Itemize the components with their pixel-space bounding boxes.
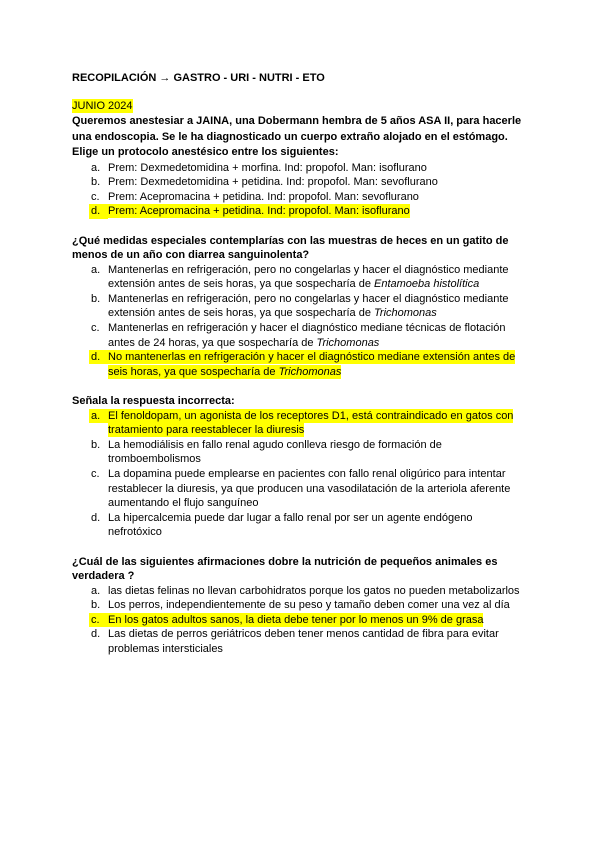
option-letter: b. [91, 599, 101, 612]
question-2-options [0, 263, 515, 380]
option-text: aumentando el flujo sanguíneo [108, 497, 259, 510]
stem-line: una endoscopia. Se le ha diagnosticado un cuerpo extraño alojado en el estómago. [72, 130, 508, 143]
option-text: seis horas, ya que sospecharía de [108, 365, 279, 378]
document-title: RECOPILACIÓN → GASTRO - URI - NUTRI - ETO [72, 72, 325, 84]
option-letter: d. [89, 204, 108, 218]
stem-line: ¿Qué medidas especiales contemplarías con las muestras de heces en un gatito de [72, 234, 509, 247]
question-2-stem [72, 234, 509, 264]
option-text: nefrotóxico [108, 526, 162, 539]
organism-name: Trichomonas [374, 307, 437, 320]
question-1-options [0, 161, 438, 219]
question-1-option-b [0, 175, 438, 190]
option-letter: b. [91, 438, 101, 451]
option-letter: a. [91, 263, 101, 276]
option-text: Prem: Dexmedetomidina + morfina. Ind: propofol. Man: isoflurano [108, 161, 427, 174]
option-letter: a. [91, 584, 101, 597]
option-text: Prem: Acepromacina + petidina. Ind: propofol. Man: isoflurano [108, 205, 410, 218]
option-text: Las dietas de perros geriátricos deben tener menos cantidad de fibra para evitar [108, 628, 499, 641]
option-text: Prem: Acepromacina + petidina. Ind: propofol. Man: sevoflurano [108, 190, 419, 203]
question-4-option-b [0, 598, 520, 613]
question-1-option-d [0, 204, 438, 219]
option-text: las dietas felinas no llevan carbohidratos porque los gatos no pueden metabolizarlos [108, 584, 520, 597]
option-text: La hipercalcemia puede dar lugar a fallo renal por ser un agente endógeno [108, 511, 473, 524]
date-tag-text: JUNIO 2024 [72, 100, 133, 112]
stem-line: Señala la respuesta incorrecta: [72, 394, 235, 407]
question-4-option-d [0, 627, 520, 656]
question-3-option-d [0, 511, 513, 540]
stem-line: menos de un año con diarrea sanguinolenta? [72, 249, 310, 262]
option-letter: b. [91, 176, 101, 189]
option-text: No mantenerlas en refrigeración y hacer el diagnóstico mediane extensión antes de [108, 351, 516, 364]
option-letter: c. [91, 321, 100, 334]
question-4-option-c [0, 613, 520, 628]
option-text: restablecer la diuresis, ya que producen una vasodilatación de la arteriola aferente [108, 482, 511, 495]
question-1-option-a [0, 161, 438, 176]
question-3-option-b [0, 438, 513, 467]
option-text: Prem: Dexmedetomidina + petidina. Ind: propofol. Man: sevoflurano [108, 176, 438, 189]
stem-line: Queremos anestesiar a JAINA, una Dobermann hembra de 5 años ASA II, para hacerle [72, 115, 522, 128]
option-text: La dopamina puede emplearse en pacientes con fallo renal oligúrico para intentar [108, 467, 506, 480]
option-text: antes de 24 horas, ya que sospecharía de [108, 336, 317, 349]
question-3-option-c [0, 467, 513, 511]
stem-line: verdadera ? [72, 570, 135, 583]
question-1-option-c [0, 190, 438, 205]
option-text: extensión antes de seis horas, ya que sospecharía de [108, 307, 375, 320]
option-letter: c. [89, 613, 108, 627]
organism-name: Trichomonas [278, 365, 342, 378]
option-text: extensión antes de seis horas, ya que sospecharía de [108, 278, 375, 291]
option-text: Mantenerlas en refrigeración, pero no congelarlas y hacer el diagnóstico mediante [108, 292, 509, 305]
option-text: Mantenerlas en refrigeración, pero no congelarlas y hacer el diagnóstico mediante [108, 263, 509, 276]
option-text: En los gatos adultos sanos, la dieta debe tener por lo menos un 9% de grasa [108, 613, 484, 626]
stem-line: Elige un protocolo anestésico entre los siguientes: [72, 145, 339, 158]
question-3-stem [72, 394, 235, 409]
option-text: La hemodiálisis en fallo renal agudo conlleva riesgo de formación de [108, 438, 442, 451]
question-3-option-a [0, 409, 513, 438]
option-letter: d. [89, 350, 108, 364]
option-letter: b. [91, 292, 101, 305]
question-2-option-a [0, 263, 515, 292]
question-3-options [0, 409, 513, 540]
option-text: Los perros, independientemente de su peso y tamaño deben comer una vez al día [108, 599, 510, 612]
question-4-options [0, 584, 520, 657]
date-tag [72, 99, 133, 114]
question-4-stem [72, 555, 497, 585]
option-text: problemas intersticiales [108, 642, 223, 655]
option-letter: c. [91, 190, 100, 203]
option-letter: a. [89, 409, 108, 423]
option-letter: c. [91, 467, 100, 480]
question-1-stem [72, 114, 521, 160]
organism-name: Trichomonas [316, 336, 380, 349]
question-4-option-a [0, 584, 520, 599]
option-text: El fenoldopam, un agonista de los receptores D1, está contraindicado en gatos con [108, 409, 514, 422]
option-letter: d. [91, 511, 101, 524]
question-2-option-d [0, 350, 515, 379]
option-letter: a. [91, 161, 101, 174]
question-2-option-c [0, 321, 515, 350]
question-2-option-b [0, 292, 515, 321]
organism-name: Entamoeba histolítica [374, 278, 480, 291]
option-text: tratamiento para reestablecer la diuresis [108, 424, 305, 437]
option-letter: d. [91, 628, 101, 641]
option-text: tromboembolismos [108, 453, 201, 466]
option-text: Mantenerlas en refrigeración y hacer el diagnóstico mediane técnicas de flotación [108, 321, 506, 334]
stem-line: ¿Cuál de las siguientes afirmaciones dobre la nutrición de pequeños animales es [72, 555, 498, 568]
